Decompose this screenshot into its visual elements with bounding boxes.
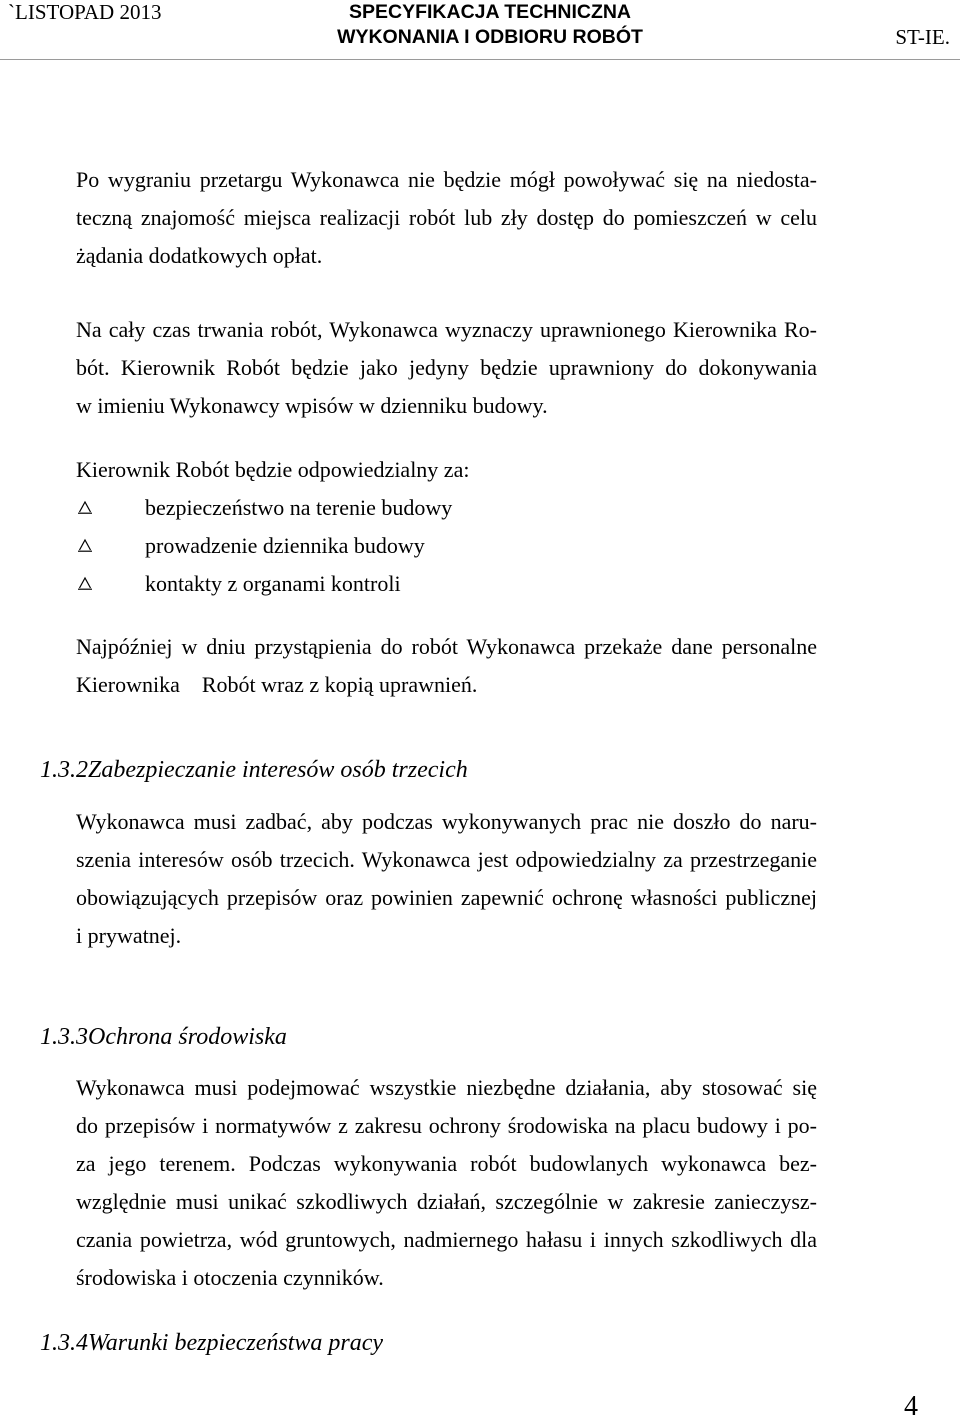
paragraph-line: w imieniu Wykonawcy wpisów w dzienniku budowy. [76,393,548,418]
bullet-item [76,565,817,603]
header-doc-code: ST-IE. [895,25,950,49]
paragraph-line: bót. Kierownik Robót będzie jako jedyny będzie uprawniony do dokonywania [76,355,817,380]
paragraph-line: czania powietrza, wód gruntowych, nadmiernego hałasu i innych szkodliwych dla [76,1227,817,1252]
bullet-text: kontakty z organami kontroli [145,571,401,596]
paragraph-line: za jego terenem. Podczas wykonywania robót budowlanych wykonawca bez- [76,1151,817,1176]
section-title: Warunki bezpieczeństwa pracy [88,1330,384,1356]
paragraph-4 [76,628,817,704]
bullet-text: prowadzenie dziennika budowy [145,533,425,558]
section-title: Zabezpieczanie interesów osób trzecich [88,757,468,783]
section-heading-1-3-4 [40,1324,383,1362]
paragraph-line: względnie musi unikać szkodliwych działań, szczególnie w zakresie zanieczysz- [76,1189,817,1214]
header-title-line-2: WYKONANIA I ODBIORU ROBÓT [337,26,643,48]
paragraph-line: szenia interesów osób trzecich. Wykonawca jest odpowiedzialny za przestrzeganie [76,847,817,872]
paragraph-line: Kierownik Robót będzie odpowiedzialny za: [76,457,470,482]
paragraph-line: Najpóźniej w dniu przystąpienia do robót Wykonawca przekaże dane personalne [76,634,817,659]
paragraph-line: Wykonawca musi podejmować wszystkie niezbędne działania, aby stosować się [76,1075,817,1100]
paragraph-line: teczną znajomość miejsca realizacji robót lub zły dostęp do pomieszczeń w celu [76,205,817,230]
paragraph-6 [76,1069,817,1297]
paragraph-3-intro [76,451,817,489]
header-title-line-1: SPECYFIKACJA TECHNICZNA [348,1,632,23]
paragraph-line: Kierownika Robót wraz z kopią uprawnień. [76,672,478,697]
page-number: 4 [904,1391,918,1422]
section-number: 1.3.2 [40,757,88,783]
paragraph-1 [76,161,817,275]
bullet-text: bezpieczeństwo na terenie budowy [145,495,453,520]
bullet-item [76,489,817,527]
section-heading-1-3-2 [40,751,468,789]
section-number: 1.3.4 [40,1330,88,1356]
paragraph-line: obowiązujących przepisów oraz powinien zapewnić ochronę własności publicznej [76,885,817,910]
paragraph-line: i prywatnej. [76,923,182,948]
section-number: 1.3.3 [40,1024,88,1050]
paragraph-line: Wykonawca musi zadbać, aby podczas wykonywanych prac nie doszło do naru- [76,809,817,834]
paragraph-line: Po wygraniu przetargu Wykonawca nie będzie mógł powoływać się na niedosta- [76,167,817,192]
section-heading-1-3-3 [40,1018,287,1056]
bullet-item [76,527,817,565]
bullet-wedge-icon [78,576,92,590]
header-title [190,0,790,50]
paragraph-line: żądania dodatkowych opłat. [76,243,323,268]
header-date: `LISTOPAD 2013 [8,0,162,24]
bullet-wedge-icon [78,538,92,552]
paragraph-line: do przepisów i normatywów z zakresu ochrony środowiska na placu budowy i po- [76,1113,817,1138]
bullet-list [76,489,817,603]
paragraph-line: środowiska i otoczenia czynników. [76,1265,384,1290]
page-header [0,0,960,60]
paragraph-line: Na cały czas trwania robót, Wykonawca wyznaczy uprawnionego Kierownika Ro- [76,317,817,342]
bullet-wedge-icon [78,500,92,514]
paragraph-5 [76,803,817,955]
paragraph-2 [76,311,817,425]
section-title: Ochrona środowiska [88,1024,287,1050]
